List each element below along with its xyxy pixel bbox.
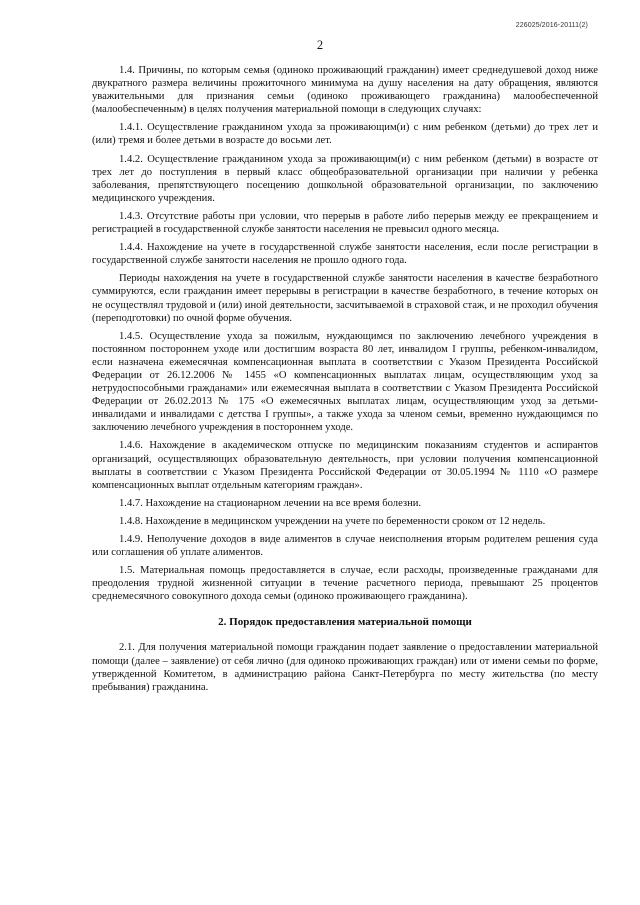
paragraph-1-4-8: 1.4.8. Нахождение в медицинском учреждении на учете по беременности сроком от 12 недель.	[119, 515, 546, 527]
document-body	[92, 64, 598, 694]
paragraph-1-4-7: 1.4.7. Нахождение на стационарном лечении на все время болезни.	[119, 497, 422, 509]
paragraph-1-4-1: 1.4.1. Осуществление гражданином ухода за проживающим(и) с ним ребенком (детьми) до трех лет и (или) тремя и более детьми в возрасте до восьми лет.	[92, 122, 598, 147]
paragraph-1-5: 1.5. Материальная помощь предоставляется в случае, если расходы, произведенные гражданами для преодоления трудной жизненной ситуации в течение расчетного периода, превышают 25 процентов среднемесячного совокупного дохода семьи (одиноко проживающего гражданина).	[92, 565, 598, 603]
paragraph-1-4-9: 1.4.9. Неполучение доходов в виде алиментов в случае неисполнения вторым родителем решения суда или соглашения об уплате алиментов.	[92, 534, 598, 559]
paragraph-1-4-4: 1.4.4. Нахождение на учете в государственной службе занятости населения, если после регистрации в государственной службе занятости населения не прошло одного года.	[92, 242, 598, 267]
document-number: 226025/2016-20111(2)	[515, 22, 588, 29]
paragraph-1-4-5: 1.4.5. Осуществление ухода за пожилым, нуждающимся по заключению лечебного учреждения в постоянном постороннем уходе или достигшим возраста 80 лет, инвалидом I группы, ребенком-инвалидом, если назначена ежемесячная компенсационная выплата в соответствии с Указом Президента Российской Федерации от 26.12.2006 № 1455 «О компенсационных выплатах лицам, осуществляющим уход за нетрудоспособными гражданами» или ежемесячная выплата в соответствии с Указом Президента Российской Федерации от 26.02.2013 № 175 «О ежемесячных выплатах лицам, осуществляющим уход за детьми-инвалидами и инвалидами с детства I группы», а также ухода за членом семьи, временно нуждающимся по заключению лечебного учреждения в постороннем уходе.	[92, 330, 598, 434]
paragraph-1-4-3: 1.4.3. Отсутствие работы при условии, что перерыв в работе либо перерыв между ее прекращением и регистрацией в государственной службе занятости населения не превысил одного месяца.	[92, 210, 598, 236]
page-number: 2	[316, 38, 324, 52]
section-2-heading: 2. Порядок предоставления материальной помощи	[218, 616, 472, 629]
paragraph-unemployment-periods: Периоды нахождения на учете в государственной службе занятости населения в качестве безработного суммируются, если гражданин имеет перерывы в регистрации в качестве безработного, в течение которых он не осуществлял трудовой и (или) иной деятельности, засчитываемой в страховой стаж, и не проходил обучения (переподготовки) по очной форме обучения.	[92, 273, 598, 324]
paragraph-1-4-2: 1.4.2. Осуществление гражданином ухода за проживающим(и) с ним ребенком (детьми) в возрасте от трех лет до поступления в первый класс общеобразовательной организации при наличии у ребенка заболевания, препятствующего посещению дошкольной образовательной организации, по заключению медицинского учреждения.	[92, 153, 598, 204]
paragraph-2-1: 2.1. Для получения материальной помощи гражданин подает заявление о предоставлении материальной помощи (далее – заявление) от себя лично (для одиноко проживающих граждан) или от имени семьи по форме, утвержденной Комитетом, в администрацию района Санкт-Петербурга по месту жительства (по месту пребывания) гражданина.	[92, 642, 598, 693]
paragraph-1-4-6: 1.4.6. Нахождение в академическом отпуске по медицинским показаниям студентов и аспирантов организаций, осуществляющих образовательную деятельность, при условии получения компенсационной выплаты в соответствии с Указом Президента Российской Федерации от 30.05.1994 № 1110 «О размере компенсационных выплат отдельным категориям граждан».	[92, 440, 598, 491]
paragraph-1-4: 1.4. Причины, по которым семья (одиноко проживающий гражданин) имеет среднедушевой доход ниже двукратного размера величины прожиточного минимума на душу населения на дату обращения, являются уважительными для признания семьи (одиноко проживающего гражданина) малообеспеченной (малообеспеченным) в целях получения материальной помощи в следующих случаях:	[92, 65, 598, 116]
